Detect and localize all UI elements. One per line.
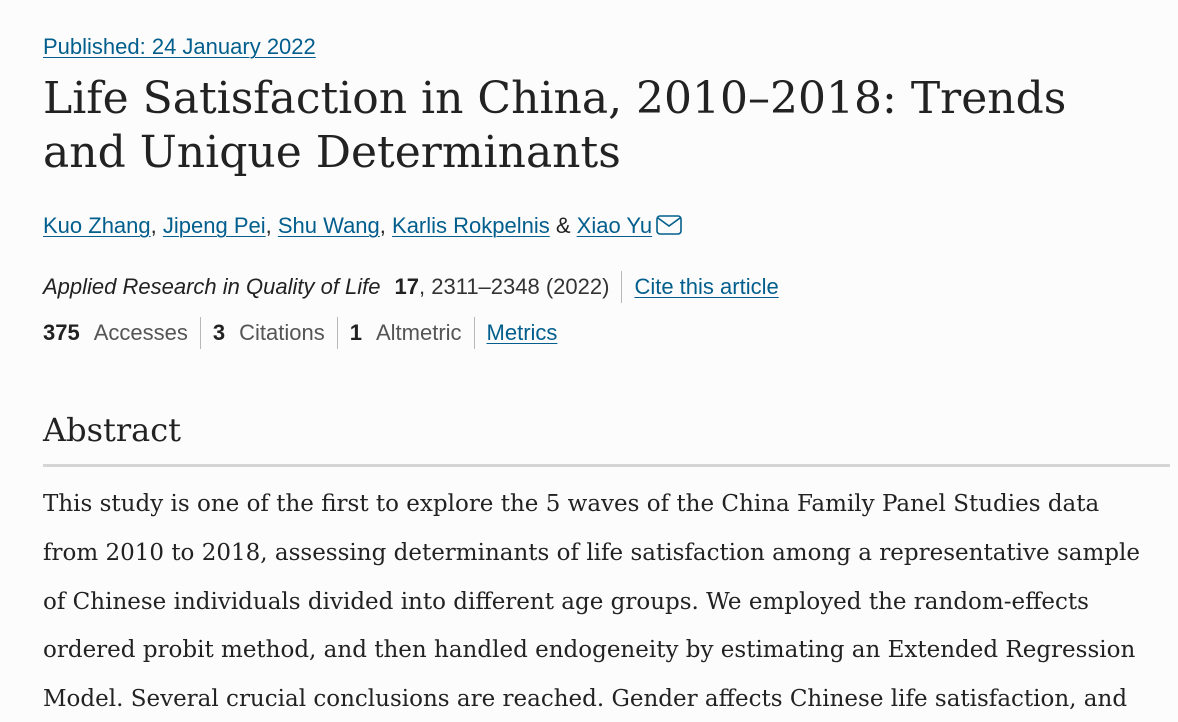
metrics-row — [43, 316, 557, 350]
abstract-heading: Abstract — [43, 411, 182, 449]
altmetric-count: 1 — [349, 320, 362, 345]
envelope-icon[interactable] — [656, 212, 682, 232]
author-separator: , — [379, 213, 393, 238]
author-link-shu-wang[interactable]: Shu Wang — [277, 213, 380, 238]
abstract-line: Model. Several crucial conclusions are reached. Gender affects Chinese life satisfaction, and — [43, 686, 1128, 713]
author-list — [43, 210, 682, 242]
author-link-karlis-rokpelnis[interactable]: Karlis Rokpelnis — [392, 213, 550, 238]
volume-number: 17 — [394, 274, 420, 299]
metrics-divider — [474, 317, 475, 349]
citation-divider — [621, 271, 622, 303]
accesses-count: 375 — [43, 320, 80, 345]
citation-row — [43, 271, 779, 303]
accesses-label: Accesses — [93, 320, 188, 345]
abstract-line: ordered probit method, and then handled endogeneity by estimating an Extended Regression — [43, 637, 1136, 664]
author-last-separator: & — [549, 213, 577, 238]
abstract-line: of Chinese individuals divided into different age groups. We employed the random-effects — [43, 588, 1089, 615]
altmetric-label: Altmetric — [375, 320, 462, 345]
pages-year: , 2311–2348 (2022) — [419, 274, 610, 299]
metrics-link[interactable]: Metrics — [486, 320, 558, 345]
abstract-divider — [43, 464, 1170, 467]
abstract-text — [43, 480, 1178, 722]
author-link-kuo-zhang[interactable]: Kuo Zhang — [43, 213, 151, 238]
article-title: Life Satisfaction in China, 2010–2018: Trends and Unique Determinants — [43, 73, 1067, 178]
citations-label: Citations — [239, 320, 325, 345]
metrics-divider — [337, 317, 338, 349]
journal-link[interactable]: Applied Research in Quality of Life — [43, 274, 381, 299]
author-separator: , — [150, 213, 163, 238]
abstract-line: This study is one of the first to explore the 5 waves of the China Family Panel Studies data — [43, 491, 1100, 517]
citations-count: 3 — [212, 320, 226, 345]
metrics-divider — [200, 317, 201, 349]
cite-article-link[interactable]: Cite this article — [634, 274, 779, 299]
abstract-line: from 2010 to 2018, assessing determinants of life satisfaction among a representative sample — [43, 539, 1140, 566]
author-link-xiao-yu[interactable]: Xiao Yu — [576, 213, 653, 238]
author-separator: , — [265, 213, 278, 238]
published-date-link[interactable]: Published: 24 January 2022 — [43, 34, 316, 59]
author-link-jipeng-pei[interactable]: Jipeng Pei — [162, 213, 266, 238]
